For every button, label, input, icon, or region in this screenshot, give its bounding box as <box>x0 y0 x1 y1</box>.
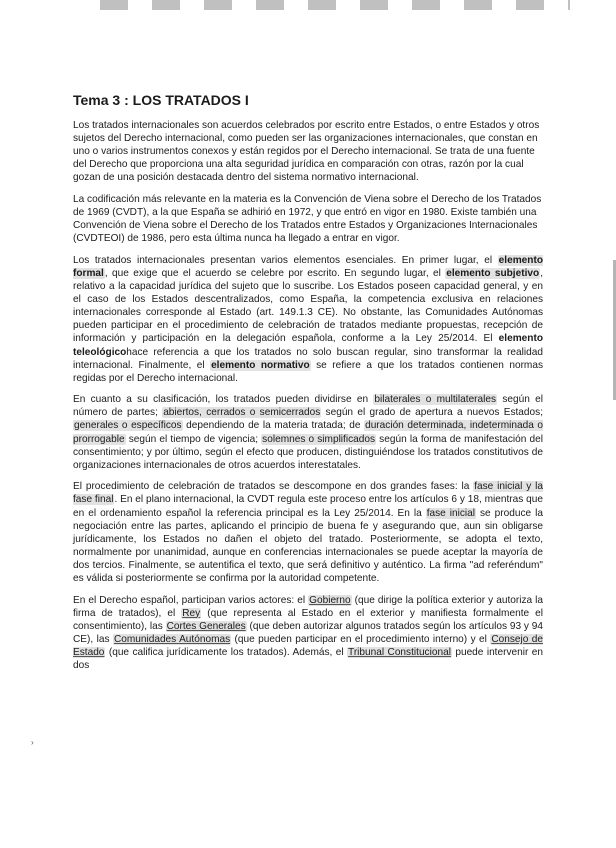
highlight-ccaa: Comunidades Autónomas <box>113 633 231 645</box>
paragraph-definition: Los tratados internacionales son acuerdos celebrados por escrito entre Estados, o entre Estados y otros sujetos del Derecho internacional, como pueden ser las organizaciones internacionales, que constan en uno o varios instrumentos conexos y están regidos por el Derecho internacional. Se trata de una fuente del Derecho que proporciona una alta seguridad jurídica en comparación con otras, razón por la cual gozan de una posición destacada dentro del sistema normativo internacional. <box>73 120 540 184</box>
paragraph-elements: Los tratados internacionales presentan varios elementos esenciales. En primer lugar, el elemento formal, que exige que el acuerdo se celebre por escrito. En segundo lugar, el elemento subjetivo, relativo a la capacidad jurídica del sujeto que lo suscribe. Los Estados poseen capacidad general, y en el caso de los Estados descentralizados, como España, la competencia exclusiva en relaciones internacionales corresponde al Estado (art. 149.1.3 CE). No obstante, las Comunidades Autónomas pueden participar en el procedimiento de celebración de tratados mediante propuestas, recepción de información y participación en la delegación española, conforme a la Ley 25/2014. El elemento teleológicohace referencia a que los tratados no solo buscan regular, sino transformar la realidad internacional. Finalmente, el elemento normativo se refiere a que los tratados contienen normas regidas por el Derecho internacional. <box>73 254 543 384</box>
highlight-gobierno: Gobierno <box>309 594 351 606</box>
highlight-solemnes: solemnes o simplificados <box>262 433 376 445</box>
highlight-tribunal: Tribunal Constitucional <box>348 646 451 658</box>
highlight-rey: Rey <box>182 607 201 619</box>
highlight-consejo: Consejo de Estado <box>73 633 543 658</box>
paragraph-codification: La codificación más relevante en la materia es la Convención de Viena sobre el Derecho de los Tratados de 1969 (CVDT), a la que España se adhirió en 1972, y que entró en vigor en 1980. Existe también una Convención de Viena sobre el Derecho de los Tratados entre Estados y Organizaciones Internacionales (CVDTEOI) de 1986, pero esta última nunca ha llegado a entrar en vigor. <box>73 193 542 245</box>
highlight-generales: generales o específicos <box>74 420 182 432</box>
highlight-elemento-subjetivo: elemento subjetivo <box>446 267 540 279</box>
highlight-fase-inicial: fase inicial <box>426 507 476 519</box>
highlight-cortes: Cortes Generales <box>166 620 246 632</box>
highlight-elemento-formal: elemento formal <box>73 254 543 279</box>
highlight-elemento-normativo: elemento normativo <box>211 359 310 371</box>
highlight-fases: fase inicial y la fase final <box>73 481 543 506</box>
bold-elemento-teleologico: elemento teleológico <box>73 333 543 358</box>
scan-mark: › <box>31 738 34 747</box>
paragraph-actors: En el Derecho español, participan varios actores: el Gobierno (que dirige la política exterior y autoriza la firma de tratados), el Rey (que representa al Estado en el exterior y manifiesta formalmente el consentimiento), las Cortes Generales (que deben autorizar algunos tratados según los artículos 93 y 94 CE), las Comunidades Autónomas (que pueden participar en el procedimiento interno) y el Consejo de Estado (que califica jurídicamente los tratados). Además, el Tribunal Constitucional puede intervenir en dos <box>73 594 543 672</box>
paragraph-classification: En cuanto a su clasificación, los tratados pueden dividirse en bilaterales o multilaterales según el número de partes; abiertos, cerrados o semicerrados según el grado de apertura a nuevos Estados; generales o específicos dependiendo de la materia tratada; de duración determinada, indeterminada o prorrogable según el tiempo de vigencia; solemnes o simplificados según la forma de manifestación del consentimiento; y por último, según el efecto que producen, distinguiéndose los tratados constitutivos de organizaciones internacionales de otros acuerdos interestatales. <box>73 394 544 471</box>
scan-artifact-top <box>100 0 570 10</box>
highlight-abiertos: abiertos, cerrados o semicerrados <box>163 407 321 419</box>
highlight-bilaterales: bilaterales o multilaterales <box>374 394 497 406</box>
paragraph-procedure: El procedimiento de celebración de tratados se descompone en dos grandes fases: la fase inicial y la fase final. En el plano internacional, la CVDT regula este proceso entre los artículos 6 y 18, mientras que en el ordenamiento español la referencia principal es la Ley 25/2014. En la fase inicial se produce la negociación entre las partes, aplicando el principio de buena fe y asegurando que, aun sin obligarse jurídicamente, los Estados no dañen el objeto del tratado. Posteriormente, se adopta el texto, normalmente por unanimidad, aunque en conferencias internacionales se puede aceptar la mayoría de dos tercios. Finalmente, se autentifica el texto, que será definitivo y auténtico. La firma "ad referéndum" es válida si posteriormente se confirma por la autoridad competente. <box>73 481 543 584</box>
highlight-duracion: duración determinada, indeterminada o prorrogable <box>73 420 543 445</box>
page-title: Tema 3 : LOS TRATADOS I <box>73 92 249 108</box>
document-body <box>73 119 543 681</box>
